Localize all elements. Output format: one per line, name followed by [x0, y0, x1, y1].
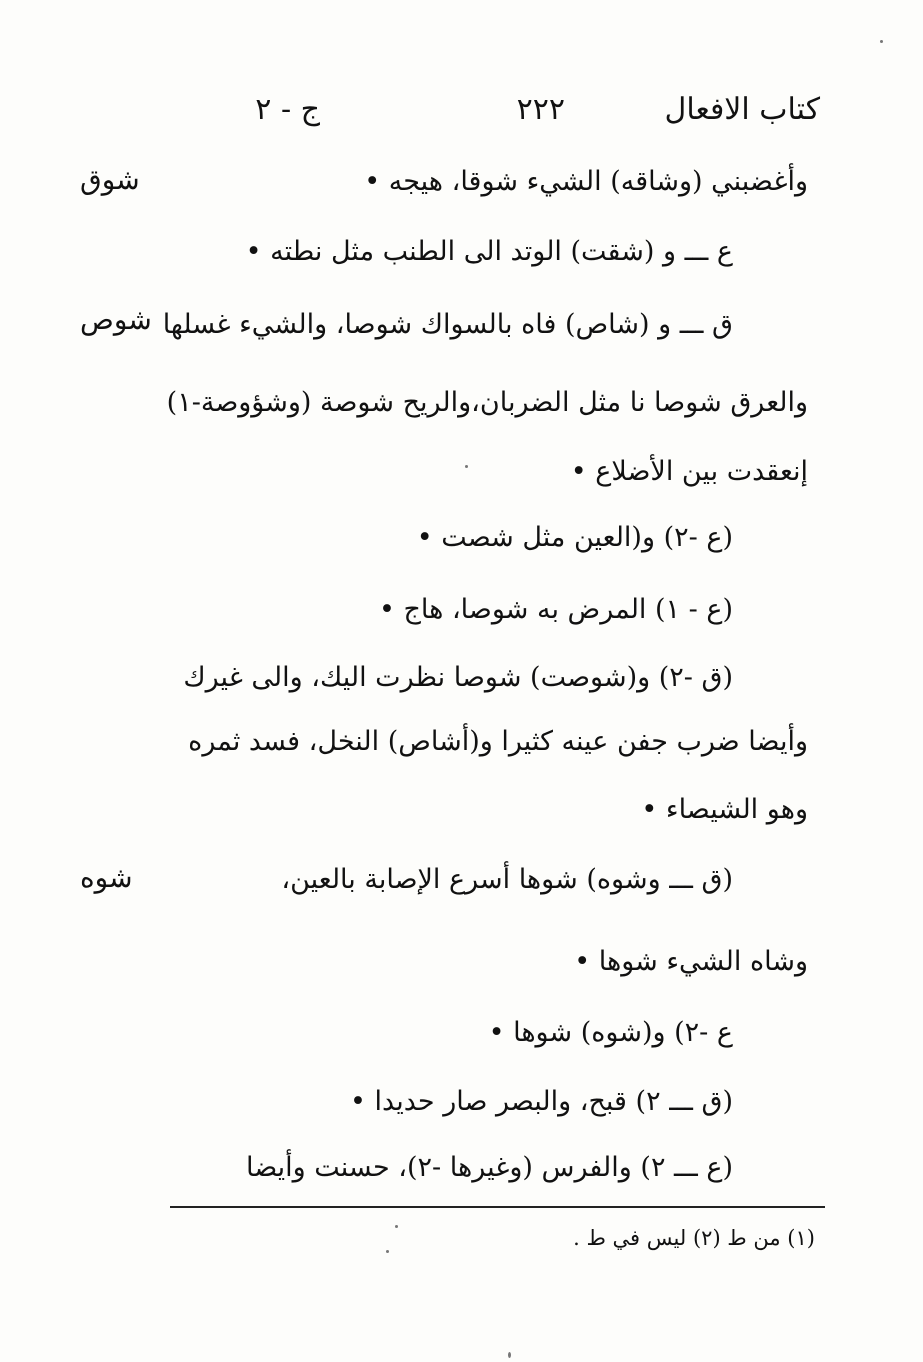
text-line: ع -٢) و(شوه) شوها • — [488, 1017, 733, 1048]
text-line: ع ـــ و (شقت) الوتد الى الطنب مثل نطته • — [245, 236, 733, 267]
text-line: وأغضبني (وشاقه) الشيء شوقا، هيجه • — [364, 166, 808, 197]
text-line: وشاه الشيء شوها • — [574, 946, 808, 977]
page-number: ٢٢٢ — [516, 92, 565, 127]
scan-speck — [880, 40, 883, 43]
root-word-shwh: شوه — [80, 861, 133, 894]
scan-speck — [395, 1225, 398, 1228]
scan-speck — [465, 465, 468, 468]
text-line: (ع -٢) و(العين مثل شصت • — [416, 522, 733, 553]
text-line: (ق ـــ وشوه) شوها أسرع الإصابة بالعين، — [281, 864, 733, 895]
text-line: وأيضا ضرب جفن عينه كثيرا و(أشاص) النخل، فسد ثمره — [188, 726, 808, 757]
text-line: (ق -٢) و(شوصت) شوصا نظرت اليك، والى غيرك — [183, 662, 733, 693]
footnote-separator — [170, 1206, 825, 1208]
root-word-shwq: شوق — [80, 163, 140, 196]
footnote: (١) من ط (٢) ليس في ط . — [573, 1226, 815, 1250]
text-line: (ق ـــ ٢) قبح، والبصر صار حديدا • — [350, 1086, 733, 1117]
text-line: (ع - ١) المرض به شوصا، هاج • — [378, 594, 733, 625]
running-header — [180, 92, 820, 142]
scan-speck — [508, 1352, 511, 1358]
scan-speck — [386, 1250, 389, 1253]
text-line: ق ـــ و (شاص) فاه بالسواك شوصا، والشيء غسلها — [162, 309, 733, 340]
book-title: كتاب الافعال — [664, 92, 820, 127]
text-line: وهو الشيصاء • — [641, 794, 808, 825]
part-number: ج - ٢ — [255, 92, 320, 127]
text-line: (ع ـــ ٢) والفرس (وغيرها -٢)، حسنت وأيضا — [245, 1152, 733, 1183]
root-word-shws: شوص — [80, 303, 152, 336]
text-line: إنعقدت بين الأضلاع • — [570, 456, 808, 487]
text-line: والعرق شوصا نا مثل الضربان،والريح شوصة (وشؤوصة-١) — [166, 387, 808, 418]
